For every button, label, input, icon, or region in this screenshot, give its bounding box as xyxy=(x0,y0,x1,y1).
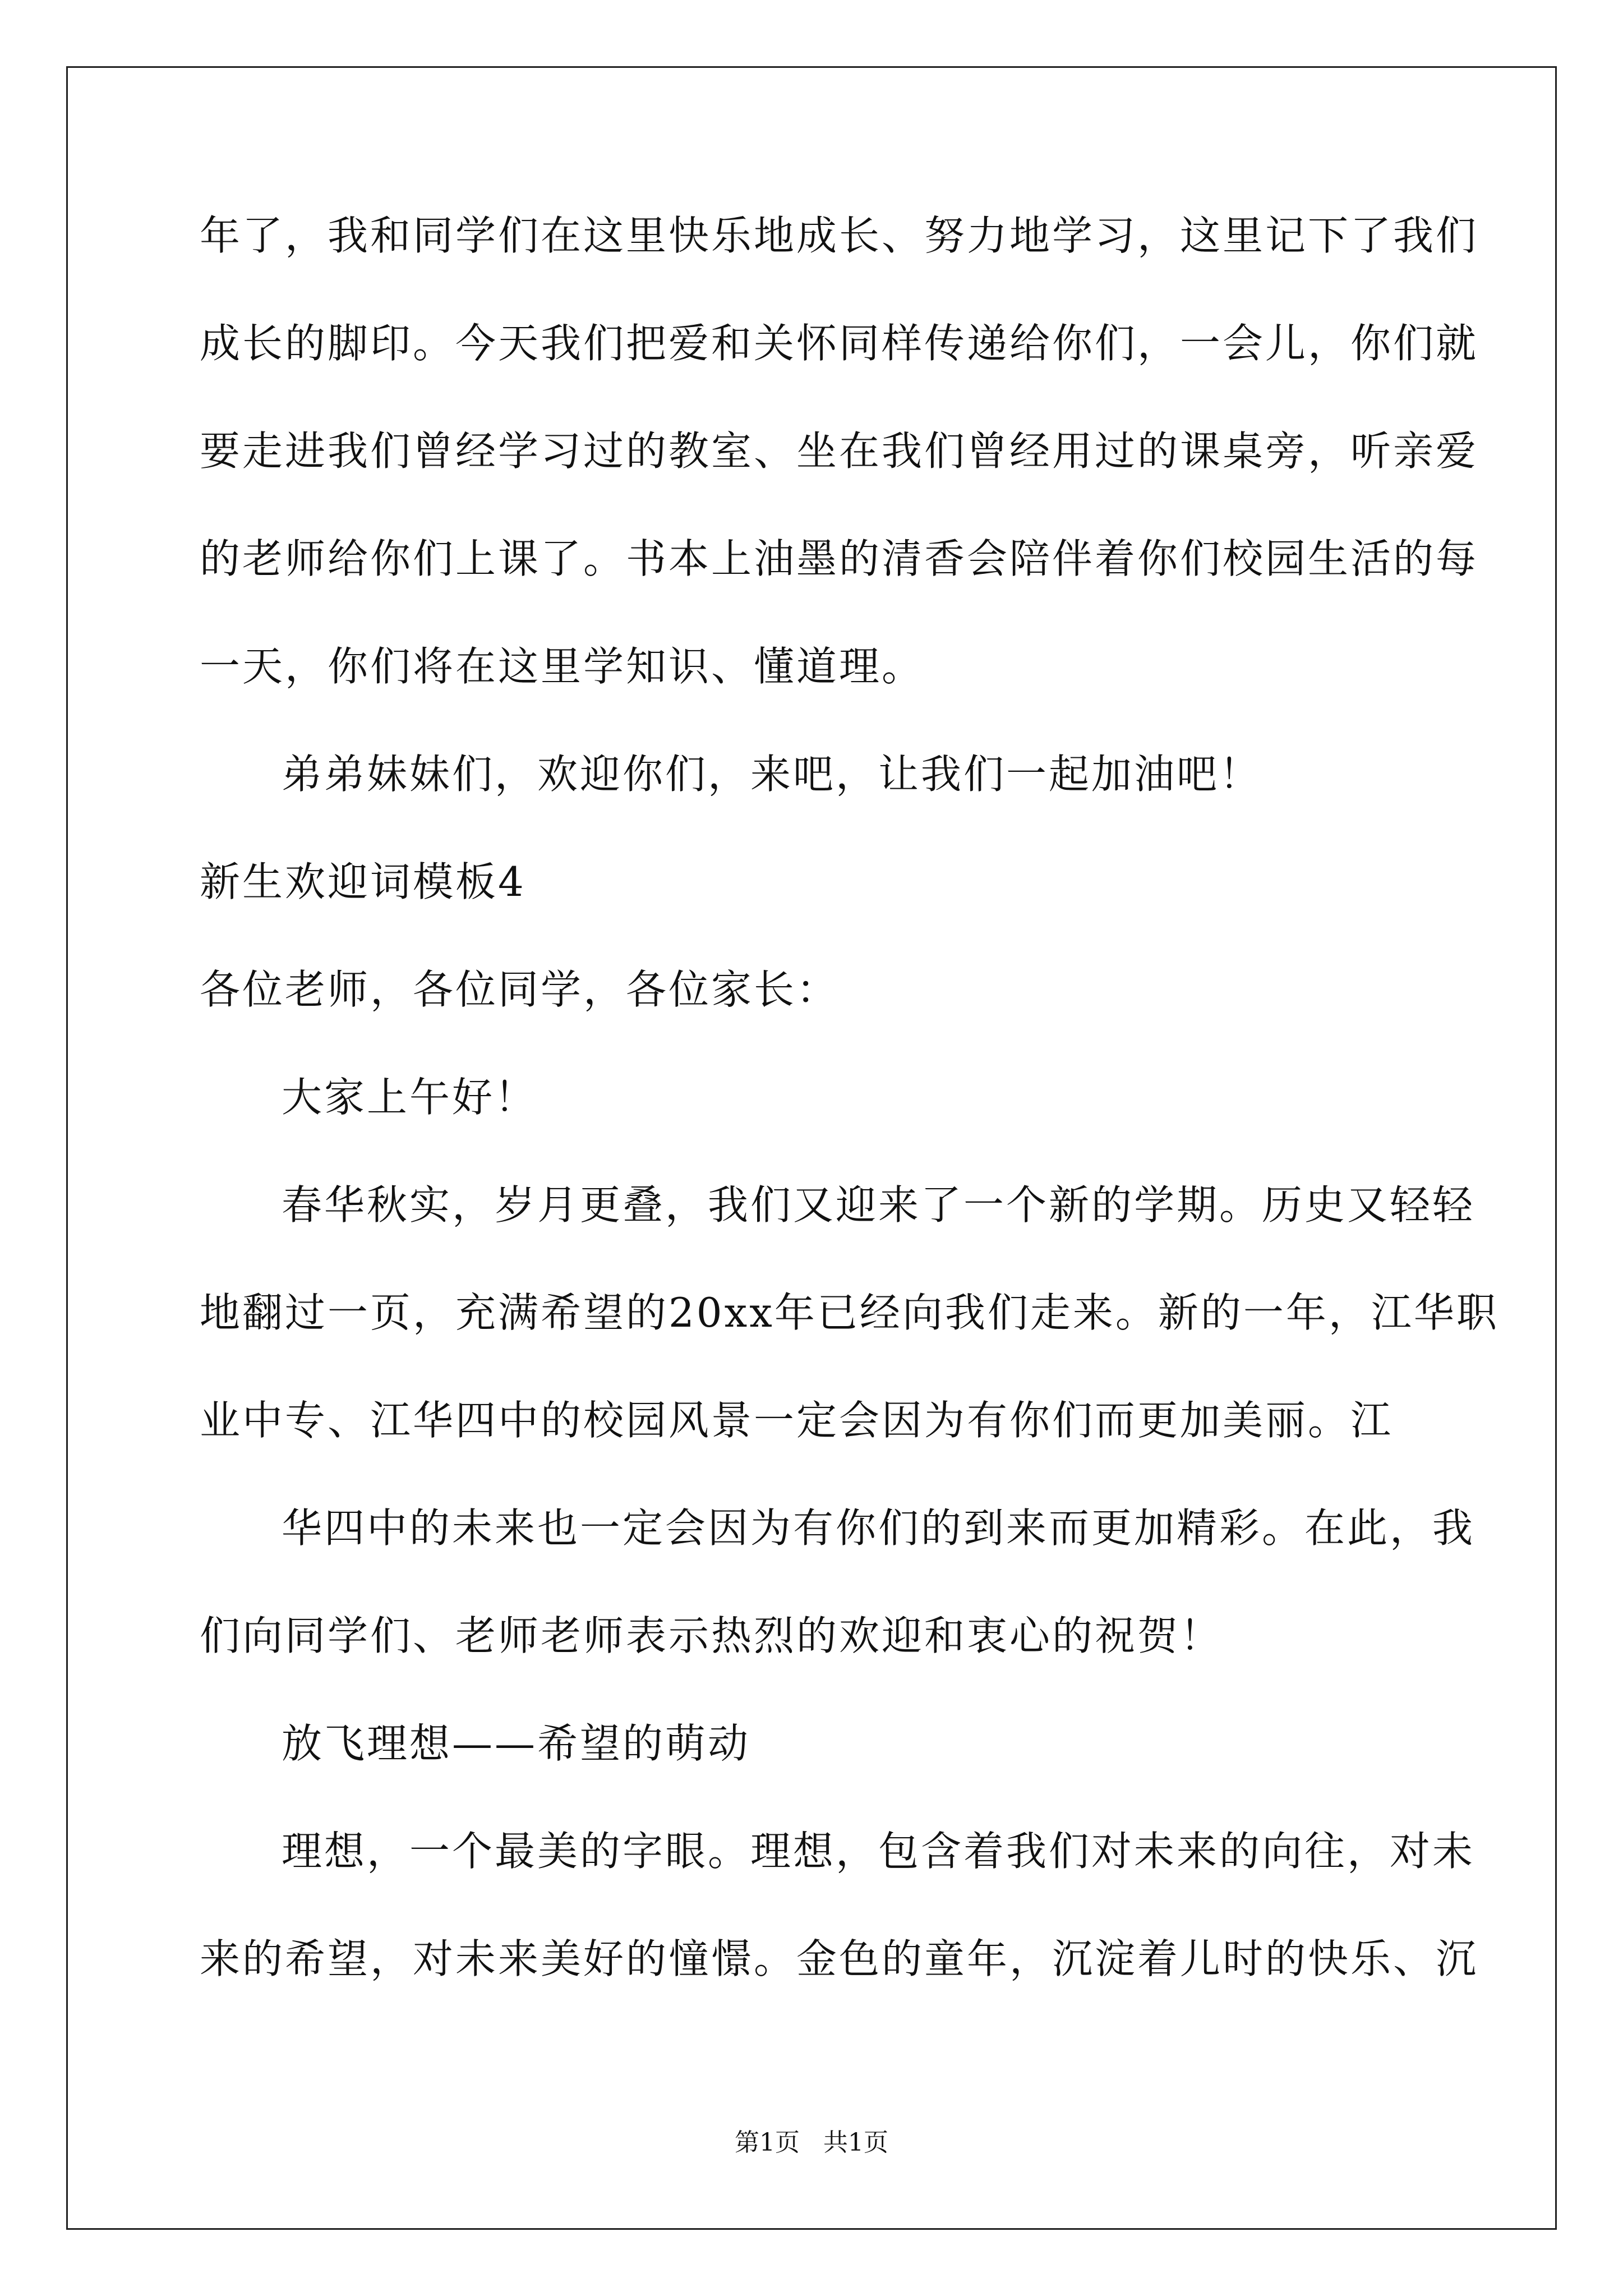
text-line-1: 年了，我和同学们在这里快乐地成长、努力地学习，这里记下了我们 xyxy=(200,212,1479,259)
text-line-17: 来的希望，对未来美好的憧憬。金色的童年，沉淀着儿时的快乐、沉 xyxy=(200,1935,1479,1982)
subheading: 放飞理想——希望的萌动 xyxy=(282,1720,751,1767)
text-line-13: 华四中的未来也一定会因为有你们的到来而更加精彩。在此，我 xyxy=(282,1504,1476,1552)
text-line-4: 的老师给你们上课了。书本上油墨的清香会陪伴着你们校园生活的每 xyxy=(200,535,1479,582)
text-line-5: 一天，你们将在这里学知识、懂道理。 xyxy=(200,643,925,690)
document-body xyxy=(200,212,1499,1982)
text-line-10: 春华秋实，岁月更叠，我们又迎来了一个新的学期。历史又轻轻 xyxy=(282,1181,1476,1228)
page-number-footer: 第1页 共1页 xyxy=(735,2128,888,2157)
text-line-2: 成长的脚印。今天我们把爱和关怀同样传递给你们，一会儿，你们就 xyxy=(200,320,1479,367)
salutation: 各位老师，各位同学，各位家长： xyxy=(200,966,840,1013)
text-line-12: 业中专、江华四中的校园风景一定会因为有你们而更加美丽。江 xyxy=(200,1397,1394,1444)
text-line-6: 弟弟妹妹们，欢迎你们，来吧，让我们一起加油吧！ xyxy=(282,751,1262,798)
text-line-16: 理想，一个最美的字眼。理想，包含着我们对未来的向往，对未 xyxy=(282,1828,1476,1875)
greeting: 大家上午好！ xyxy=(282,1074,538,1121)
section-heading: 新生欢迎词模板4 xyxy=(200,858,526,905)
text-line-3: 要走进我们曾经学习过的教室、坐在我们曾经用过的课桌旁，听亲爱 xyxy=(200,427,1479,475)
text-line-14: 们向同学们、老师老师表示热烈的欢迎和衷心的祝贺！ xyxy=(200,1612,1223,1659)
text-line-11: 地翻过一页，充满希望的20xx年已经向我们走来。新的一年，江华职 xyxy=(200,1289,1499,1336)
